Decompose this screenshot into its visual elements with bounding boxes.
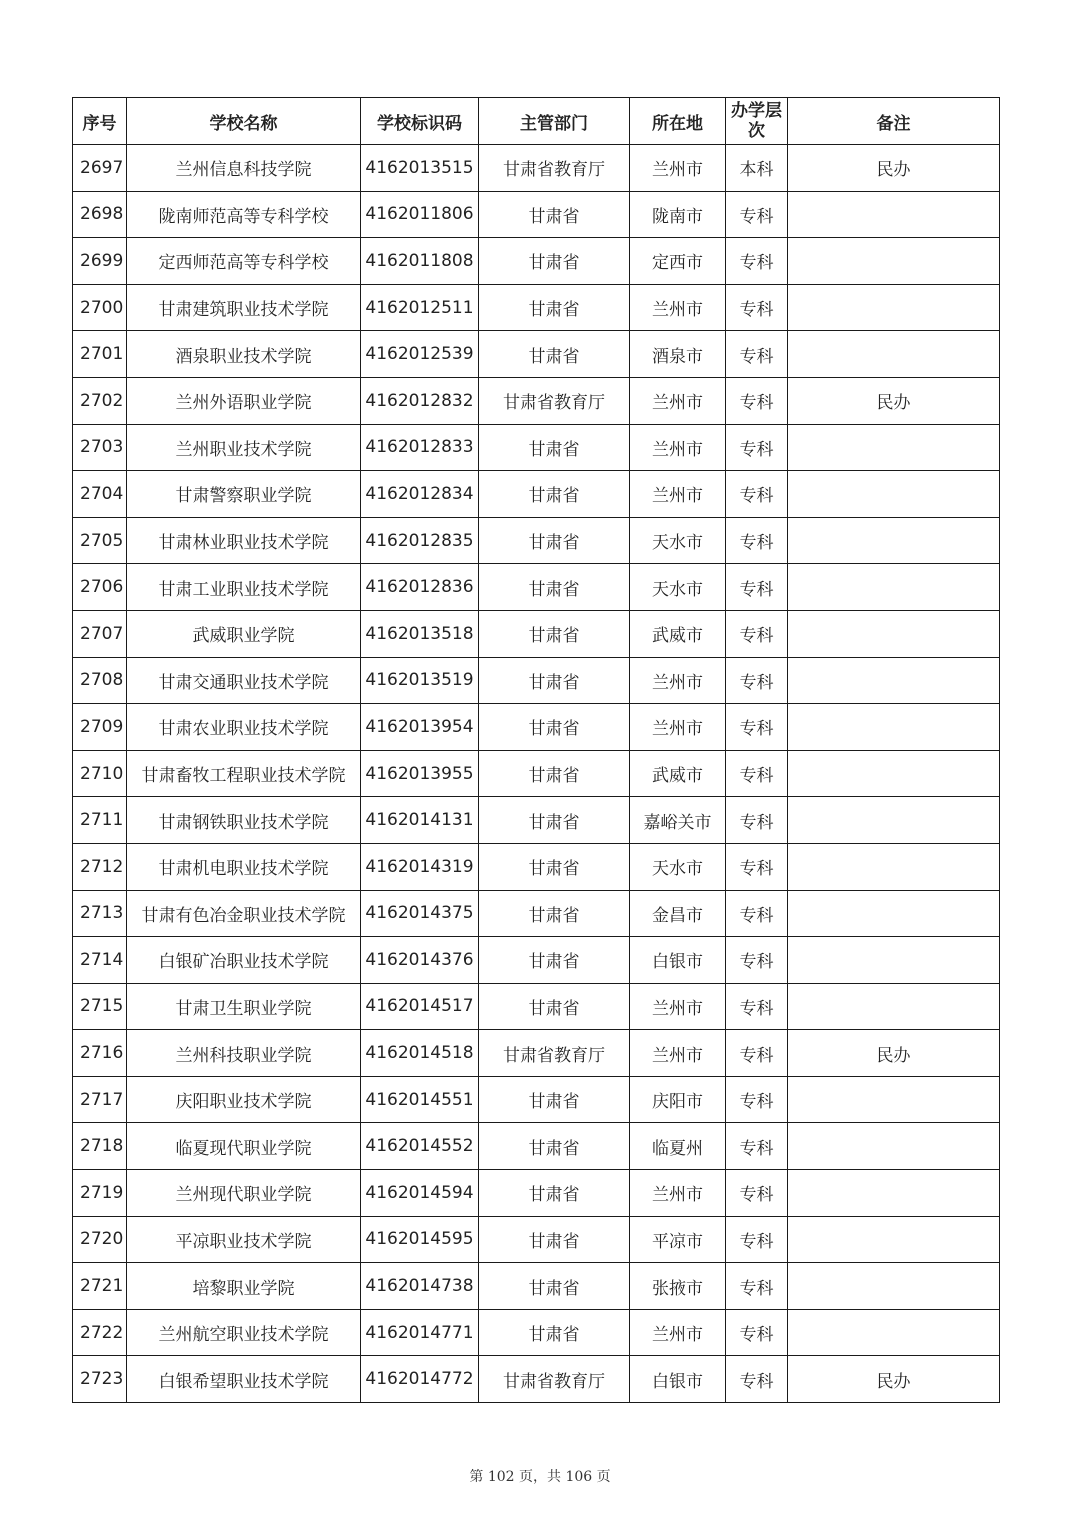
cell-department: 甘肃省 bbox=[479, 424, 630, 471]
cell-location: 兰州市 bbox=[630, 983, 726, 1030]
cell-location: 兰州市 bbox=[630, 657, 726, 704]
cell-index: 2697 bbox=[73, 145, 127, 192]
table-row bbox=[73, 610, 1000, 657]
cell-school-name: 兰州航空职业技术学院 bbox=[127, 1309, 361, 1356]
cell-level: 专科 bbox=[726, 750, 788, 797]
cell-index: 2704 bbox=[73, 471, 127, 518]
cell-school-name: 定西师范高等专科学校 bbox=[127, 238, 361, 285]
table-row bbox=[73, 890, 1000, 937]
cell-location: 兰州市 bbox=[630, 704, 726, 751]
table-row bbox=[73, 517, 1000, 564]
cell-index: 2701 bbox=[73, 331, 127, 378]
cell-school-name: 白银矿冶职业技术学院 bbox=[127, 937, 361, 984]
cell-level: 专科 bbox=[726, 1216, 788, 1263]
table-row bbox=[73, 1030, 1000, 1077]
cell-level: 专科 bbox=[726, 564, 788, 611]
table-row bbox=[73, 657, 1000, 704]
cell-index: 2713 bbox=[73, 890, 127, 937]
cell-school-code: 4162013954 bbox=[361, 704, 479, 751]
table-row bbox=[73, 797, 1000, 844]
cell-index: 2716 bbox=[73, 1030, 127, 1077]
table-row bbox=[73, 843, 1000, 890]
table-row bbox=[73, 983, 1000, 1030]
table-row bbox=[73, 704, 1000, 751]
table-row bbox=[73, 1170, 1000, 1217]
cell-level: 专科 bbox=[726, 517, 788, 564]
table-row bbox=[73, 238, 1000, 285]
cell-note bbox=[788, 797, 1000, 844]
cell-school-code: 4162012832 bbox=[361, 377, 479, 424]
cell-level: 专科 bbox=[726, 1123, 788, 1170]
cell-school-code: 4162014518 bbox=[361, 1030, 479, 1077]
cell-department: 甘肃省 bbox=[479, 843, 630, 890]
cell-note bbox=[788, 1170, 1000, 1217]
cell-index: 2700 bbox=[73, 284, 127, 331]
page-footer: 第 102 页，共 106 页 bbox=[469, 1469, 611, 1485]
cell-school-code: 4162013955 bbox=[361, 750, 479, 797]
cell-department: 甘肃省 bbox=[479, 1263, 630, 1310]
table-row bbox=[73, 750, 1000, 797]
cell-department: 甘肃省 bbox=[479, 657, 630, 704]
table-row bbox=[73, 937, 1000, 984]
cell-location: 天水市 bbox=[630, 843, 726, 890]
cell-school-code: 4162013518 bbox=[361, 610, 479, 657]
cell-location: 嘉峪关市 bbox=[630, 797, 726, 844]
cell-index: 2707 bbox=[73, 610, 127, 657]
cell-index: 2715 bbox=[73, 983, 127, 1030]
cell-department: 甘肃省 bbox=[479, 564, 630, 611]
cell-department: 甘肃省 bbox=[479, 1216, 630, 1263]
header-school-code: 学校标识码 bbox=[361, 98, 479, 145]
cell-school-name: 甘肃建筑职业技术学院 bbox=[127, 284, 361, 331]
cell-school-name: 甘肃警察职业学院 bbox=[127, 471, 361, 518]
cell-location: 武威市 bbox=[630, 610, 726, 657]
cell-index: 2710 bbox=[73, 750, 127, 797]
cell-index: 2708 bbox=[73, 657, 127, 704]
cell-note bbox=[788, 750, 1000, 797]
cell-department: 甘肃省 bbox=[479, 238, 630, 285]
cell-school-code: 4162014552 bbox=[361, 1123, 479, 1170]
header-level: 办学层次 bbox=[726, 98, 788, 145]
cell-note bbox=[788, 1076, 1000, 1123]
cell-location: 金昌市 bbox=[630, 890, 726, 937]
cell-school-code: 4162012833 bbox=[361, 424, 479, 471]
cell-index: 2720 bbox=[73, 1216, 127, 1263]
table-row bbox=[73, 191, 1000, 238]
cell-department: 甘肃省 bbox=[479, 1076, 630, 1123]
cell-school-code: 4162013519 bbox=[361, 657, 479, 704]
cell-school-name: 甘肃卫生职业学院 bbox=[127, 983, 361, 1030]
cell-department: 甘肃省 bbox=[479, 517, 630, 564]
cell-school-code: 4162014375 bbox=[361, 890, 479, 937]
header-note: 备注 bbox=[788, 98, 1000, 145]
cell-school-code: 4162011806 bbox=[361, 191, 479, 238]
cell-school-code: 4162012539 bbox=[361, 331, 479, 378]
cell-school-name: 甘肃农业职业技术学院 bbox=[127, 704, 361, 751]
cell-school-name: 甘肃畜牧工程职业技术学院 bbox=[127, 750, 361, 797]
cell-index: 2722 bbox=[73, 1309, 127, 1356]
cell-department: 甘肃省 bbox=[479, 983, 630, 1030]
cell-department: 甘肃省 bbox=[479, 890, 630, 937]
cell-note bbox=[788, 564, 1000, 611]
cell-note bbox=[788, 983, 1000, 1030]
cell-school-code: 4162012834 bbox=[361, 471, 479, 518]
cell-department: 甘肃省 bbox=[479, 797, 630, 844]
table-row bbox=[73, 1216, 1000, 1263]
cell-note bbox=[788, 843, 1000, 890]
cell-school-code: 4162013515 bbox=[361, 145, 479, 192]
cell-location: 白银市 bbox=[630, 937, 726, 984]
cell-school-name: 兰州科技职业学院 bbox=[127, 1030, 361, 1077]
cell-location: 白银市 bbox=[630, 1356, 726, 1403]
cell-index: 2721 bbox=[73, 1263, 127, 1310]
cell-level: 专科 bbox=[726, 1356, 788, 1403]
cell-school-name: 兰州职业技术学院 bbox=[127, 424, 361, 471]
cell-level: 专科 bbox=[726, 1076, 788, 1123]
cell-note bbox=[788, 1263, 1000, 1310]
cell-school-name: 甘肃有色冶金职业技术学院 bbox=[127, 890, 361, 937]
cell-department: 甘肃省教育厅 bbox=[479, 145, 630, 192]
cell-level: 专科 bbox=[726, 471, 788, 518]
cell-school-code: 4162014551 bbox=[361, 1076, 479, 1123]
table-header-row bbox=[73, 98, 1000, 145]
cell-level: 专科 bbox=[726, 797, 788, 844]
cell-department: 甘肃省 bbox=[479, 284, 630, 331]
cell-index: 2723 bbox=[73, 1356, 127, 1403]
cell-note bbox=[788, 238, 1000, 285]
cell-location: 兰州市 bbox=[630, 1309, 726, 1356]
cell-school-code: 4162012836 bbox=[361, 564, 479, 611]
header-department: 主管部门 bbox=[479, 98, 630, 145]
cell-school-code: 4162014319 bbox=[361, 843, 479, 890]
cell-location: 定西市 bbox=[630, 238, 726, 285]
cell-school-name: 兰州信息科技学院 bbox=[127, 145, 361, 192]
cell-location: 陇南市 bbox=[630, 191, 726, 238]
cell-location: 兰州市 bbox=[630, 145, 726, 192]
table-row bbox=[73, 564, 1000, 611]
cell-level: 专科 bbox=[726, 657, 788, 704]
header-location: 所在地 bbox=[630, 98, 726, 145]
cell-index: 2702 bbox=[73, 377, 127, 424]
cell-note: 民办 bbox=[788, 377, 1000, 424]
cell-school-name: 武威职业学院 bbox=[127, 610, 361, 657]
cell-location: 武威市 bbox=[630, 750, 726, 797]
cell-school-code: 4162014376 bbox=[361, 937, 479, 984]
cell-school-code: 4162011808 bbox=[361, 238, 479, 285]
cell-index: 2699 bbox=[73, 238, 127, 285]
cell-school-name: 甘肃工业职业技术学院 bbox=[127, 564, 361, 611]
table-row bbox=[73, 424, 1000, 471]
cell-location: 兰州市 bbox=[630, 377, 726, 424]
cell-department: 甘肃省 bbox=[479, 1170, 630, 1217]
cell-school-name: 酒泉职业技术学院 bbox=[127, 331, 361, 378]
cell-level: 专科 bbox=[726, 843, 788, 890]
cell-school-name: 甘肃钢铁职业技术学院 bbox=[127, 797, 361, 844]
cell-school-code: 4162014771 bbox=[361, 1309, 479, 1356]
cell-note bbox=[788, 424, 1000, 471]
cell-note bbox=[788, 1123, 1000, 1170]
cell-level: 专科 bbox=[726, 424, 788, 471]
cell-note bbox=[788, 284, 1000, 331]
cell-school-code: 4162014738 bbox=[361, 1263, 479, 1310]
cell-level: 专科 bbox=[726, 610, 788, 657]
cell-level: 专科 bbox=[726, 890, 788, 937]
cell-level: 专科 bbox=[726, 1170, 788, 1217]
cell-school-code: 4162014595 bbox=[361, 1216, 479, 1263]
cell-school-name: 甘肃林业职业技术学院 bbox=[127, 517, 361, 564]
table-row bbox=[73, 377, 1000, 424]
cell-department: 甘肃省 bbox=[479, 937, 630, 984]
table-row bbox=[73, 1309, 1000, 1356]
cell-school-code: 4162014594 bbox=[361, 1170, 479, 1217]
cell-level: 专科 bbox=[726, 284, 788, 331]
cell-note bbox=[788, 517, 1000, 564]
table-row bbox=[73, 1123, 1000, 1170]
cell-department: 甘肃省 bbox=[479, 1123, 630, 1170]
cell-school-code: 4162014131 bbox=[361, 797, 479, 844]
cell-school-name: 兰州现代职业学院 bbox=[127, 1170, 361, 1217]
cell-school-name: 甘肃交通职业技术学院 bbox=[127, 657, 361, 704]
cell-location: 酒泉市 bbox=[630, 331, 726, 378]
cell-location: 庆阳市 bbox=[630, 1076, 726, 1123]
cell-department: 甘肃省 bbox=[479, 750, 630, 797]
cell-location: 兰州市 bbox=[630, 284, 726, 331]
cell-index: 2706 bbox=[73, 564, 127, 611]
cell-school-code: 4162012511 bbox=[361, 284, 479, 331]
cell-index: 2711 bbox=[73, 797, 127, 844]
cell-index: 2698 bbox=[73, 191, 127, 238]
cell-level: 专科 bbox=[726, 1309, 788, 1356]
cell-index: 2709 bbox=[73, 704, 127, 751]
cell-school-code: 4162012835 bbox=[361, 517, 479, 564]
cell-school-name: 甘肃机电职业技术学院 bbox=[127, 843, 361, 890]
cell-index: 2718 bbox=[73, 1123, 127, 1170]
cell-note: 民办 bbox=[788, 145, 1000, 192]
cell-note bbox=[788, 1216, 1000, 1263]
table-row bbox=[73, 471, 1000, 518]
cell-note bbox=[788, 890, 1000, 937]
cell-department: 甘肃省 bbox=[479, 610, 630, 657]
table-row bbox=[73, 1076, 1000, 1123]
cell-school-code: 4162014772 bbox=[361, 1356, 479, 1403]
cell-location: 天水市 bbox=[630, 564, 726, 611]
cell-department: 甘肃省 bbox=[479, 1309, 630, 1356]
cell-note bbox=[788, 191, 1000, 238]
cell-note bbox=[788, 657, 1000, 704]
cell-level: 本科 bbox=[726, 145, 788, 192]
cell-note bbox=[788, 704, 1000, 751]
cell-school-name: 陇南师范高等专科学校 bbox=[127, 191, 361, 238]
cell-location: 兰州市 bbox=[630, 471, 726, 518]
cell-level: 专科 bbox=[726, 331, 788, 378]
table-row bbox=[73, 331, 1000, 378]
cell-department: 甘肃省 bbox=[479, 471, 630, 518]
cell-location: 临夏州 bbox=[630, 1123, 726, 1170]
table-row bbox=[73, 145, 1000, 192]
cell-location: 兰州市 bbox=[630, 1030, 726, 1077]
cell-location: 兰州市 bbox=[630, 424, 726, 471]
cell-note bbox=[788, 1309, 1000, 1356]
cell-note bbox=[788, 937, 1000, 984]
header-index: 序号 bbox=[73, 98, 127, 145]
cell-department: 甘肃省教育厅 bbox=[479, 377, 630, 424]
cell-index: 2712 bbox=[73, 843, 127, 890]
cell-note: 民办 bbox=[788, 1030, 1000, 1077]
cell-note: 民办 bbox=[788, 1356, 1000, 1403]
cell-location: 张掖市 bbox=[630, 1263, 726, 1310]
cell-school-name: 临夏现代职业学院 bbox=[127, 1123, 361, 1170]
cell-location: 天水市 bbox=[630, 517, 726, 564]
cell-department: 甘肃省 bbox=[479, 331, 630, 378]
cell-school-name: 白银希望职业技术学院 bbox=[127, 1356, 361, 1403]
cell-school-code: 4162014517 bbox=[361, 983, 479, 1030]
cell-school-name: 庆阳职业技术学院 bbox=[127, 1076, 361, 1123]
cell-school-name: 平凉职业技术学院 bbox=[127, 1216, 361, 1263]
cell-department: 甘肃省 bbox=[479, 191, 630, 238]
cell-department: 甘肃省教育厅 bbox=[479, 1356, 630, 1403]
cell-index: 2705 bbox=[73, 517, 127, 564]
cell-department: 甘肃省教育厅 bbox=[479, 1030, 630, 1077]
cell-index: 2703 bbox=[73, 424, 127, 471]
header-school-name: 学校名称 bbox=[127, 98, 361, 145]
cell-index: 2714 bbox=[73, 937, 127, 984]
cell-location: 平凉市 bbox=[630, 1216, 726, 1263]
cell-school-name: 培黎职业学院 bbox=[127, 1263, 361, 1310]
cell-location: 兰州市 bbox=[630, 1170, 726, 1217]
cell-level: 专科 bbox=[726, 937, 788, 984]
cell-note bbox=[788, 331, 1000, 378]
cell-level: 专科 bbox=[726, 983, 788, 1030]
cell-department: 甘肃省 bbox=[479, 704, 630, 751]
cell-level: 专科 bbox=[726, 191, 788, 238]
table-row bbox=[73, 1263, 1000, 1310]
cell-level: 专科 bbox=[726, 238, 788, 285]
cell-index: 2719 bbox=[73, 1170, 127, 1217]
cell-index: 2717 bbox=[73, 1076, 127, 1123]
cell-level: 专科 bbox=[726, 377, 788, 424]
cell-level: 专科 bbox=[726, 1263, 788, 1310]
cell-level: 专科 bbox=[726, 704, 788, 751]
table-body bbox=[73, 145, 1000, 1403]
cell-note bbox=[788, 610, 1000, 657]
table-row bbox=[73, 284, 1000, 331]
school-list-table bbox=[72, 97, 1000, 1403]
cell-level: 专科 bbox=[726, 1030, 788, 1077]
table-row bbox=[73, 1356, 1000, 1403]
cell-note bbox=[788, 471, 1000, 518]
cell-school-name: 兰州外语职业学院 bbox=[127, 377, 361, 424]
